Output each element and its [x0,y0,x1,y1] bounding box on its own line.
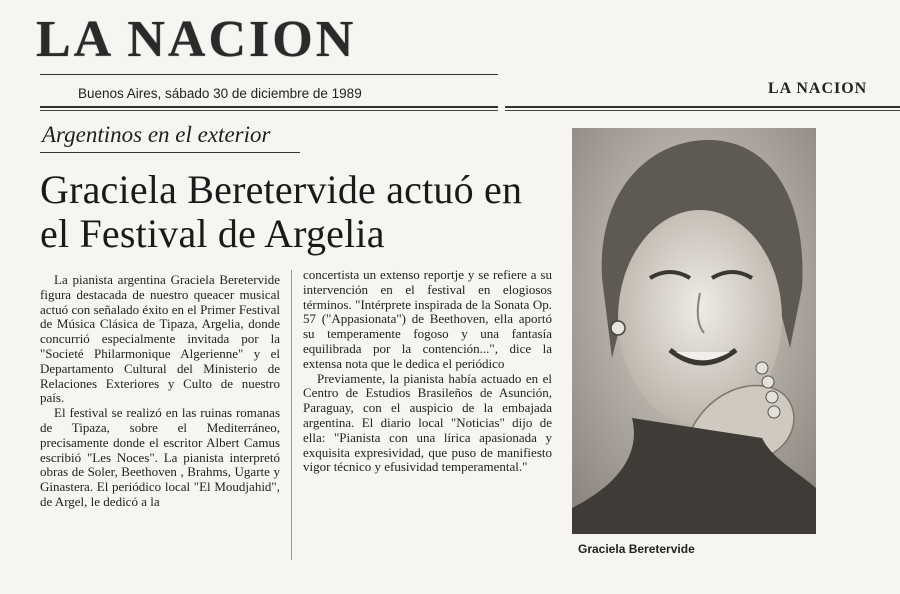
paragraph: La pianista argentina Graciela Beretervide figura destacada de nuestro queacer musical actuó con señalado éxito en el Primer Festival de Música Clásica de Tipaza, Argelia, donde concurrió especialmente invitada por la "Societé Philarmonique Algerienne" y el Departamento Cultural del Ministerio de Relaciones Exteriores y Culto de nuestro país. [40,272,280,406]
paragraph: El festival se realizó en las ruinas romanas de Tipaza, sobre el Mediterráneo, precisamente donde el escritor Albert Camus escribió "Les Noces". La pianista interpretó obras de Soler, Beethoven , Brahms, Ugarte y Ginastera. El periódico local "El Moudjahid", de Argel, le dedicó a la [40,405,280,509]
article-column-2 [303,268,552,475]
divider [505,110,900,111]
photo-caption: Graciela Beretervide [578,542,695,556]
article-column-1 [40,273,280,510]
headline: Graciela Beretervide actuó en el Festival de Argelia [40,167,523,256]
column-divider [291,270,292,560]
divider [40,106,498,108]
section-title: Argentinos en el exterior [42,122,271,147]
divider [40,74,498,75]
divider [40,152,300,153]
divider [505,106,900,108]
paragraph: concertista un extenso reportje y se refiere a su intervención en el festival en elogiosos términos. "Intérprete inspirada de la Sonata Op. 57 ("Appasionata") de Beethoven, ella aportó su temperamente fogoso y una fantasía equilibrada por la contención...", dice la extensa nota que le dedica el periódico [303,267,552,371]
masthead: LA NACION [36,11,357,68]
masthead-small: LA NACION [768,80,868,97]
dateline: Buenos Aires, sábado 30 de diciembre de 1989 [78,86,362,101]
portrait-image [572,128,816,534]
paragraph: Previamente, la pianista había actuado en el Centro de Estudios Brasileños de Asunción, Paraguay, con el auspicio de la embajada argentina. El diario local "Noticias" dijo de ella: "Pianista con una lírica apasionada y exquisita expresividad, que puso de manifiesto vigor técnico y efusividad temperamental." [303,370,552,475]
portrait-photo [572,128,816,534]
divider [40,110,498,111]
